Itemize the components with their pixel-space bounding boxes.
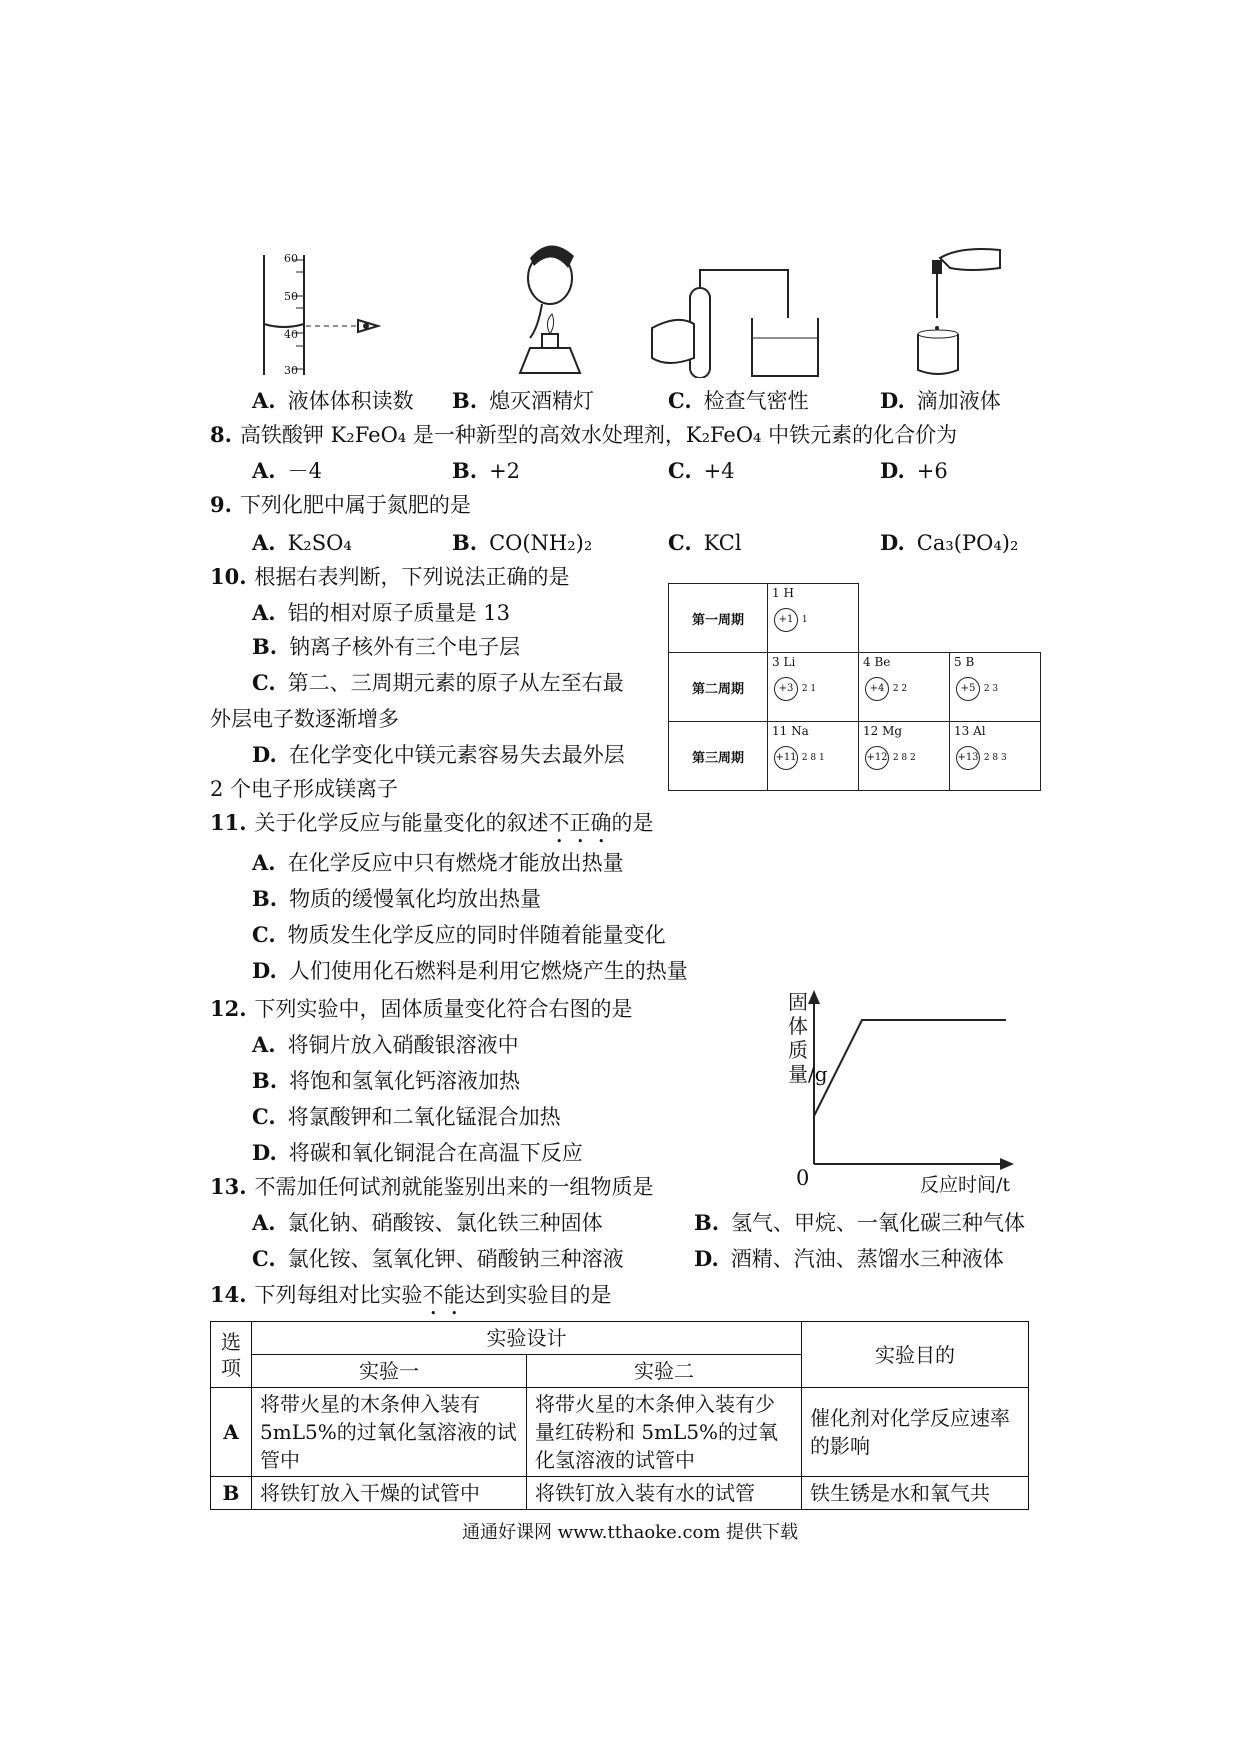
element-h-num: 1	[772, 586, 780, 600]
q12-b-letter: B.	[252, 1068, 278, 1093]
element-be-num: 4	[863, 655, 871, 669]
q9-option-b	[452, 528, 592, 558]
graph-y-label: 固体质量/g	[788, 990, 828, 1086]
q7-option-c-letter: C.	[668, 388, 692, 413]
element-li-sym: Li	[783, 655, 796, 669]
q13-a-letter: A.	[252, 1210, 276, 1235]
q14-stem	[210, 1280, 612, 1320]
q12-b-text: 将饱和氢氧化钙溶液加热	[289, 1069, 521, 1093]
header-purpose: 实验目的	[802, 1322, 1029, 1388]
q9-c-text: KCl	[703, 531, 742, 555]
tick-50: 50	[284, 290, 298, 303]
element-b	[950, 653, 1041, 722]
element-li-shells: 2 1	[801, 684, 817, 694]
q8-a-letter: A.	[252, 458, 276, 483]
q10-a-letter: A.	[252, 600, 276, 625]
q13-d-text: 酒精、汽油、蒸馏水三种液体	[730, 1247, 1004, 1271]
q13-b-text: 氢气、甲烷、一氧化碳三种气体	[731, 1211, 1026, 1235]
row-b-exp2: 将铁钉放入装有水的试管	[527, 1477, 802, 1510]
element-na-shells: 2 8 1	[801, 753, 825, 763]
element-al-sym: Al	[973, 724, 986, 738]
tick-40: 40	[284, 328, 298, 341]
tick-30: 30	[284, 364, 298, 377]
q7-option-b-letter: B.	[452, 388, 478, 413]
q13-option-b	[694, 1208, 1025, 1238]
q11-d-letter: D.	[252, 958, 277, 983]
q7-option-d	[880, 386, 1001, 416]
q11-option-d	[252, 956, 688, 986]
q9-number: 9.	[210, 492, 232, 517]
row-a-exp2: 将带火星的木条伸入装有少量红砖粉和 5mL5%的过氧化氢溶液的试管中	[527, 1388, 802, 1477]
q10-a-text: 铝的相对原子质量是 13	[287, 601, 511, 625]
element-h	[768, 584, 859, 653]
q8-c-letter: C.	[668, 458, 692, 483]
q8-b-letter: B.	[452, 458, 478, 483]
q7-option-b-text: 熄灭酒精灯	[489, 389, 595, 413]
q13-number: 13.	[210, 1174, 247, 1199]
q11-stem	[210, 808, 654, 848]
q13-c-text: 氯化铵、氢氧化钾、硝酸钠三种溶液	[287, 1247, 624, 1271]
q10-option-d-cont: 2 个电子形成镁离子	[210, 777, 399, 801]
airtightness-figure	[648, 258, 828, 378]
q11-number: 11.	[210, 810, 247, 835]
q7-option-a	[252, 386, 414, 416]
period-2-label: 第二周期	[669, 653, 768, 722]
q8-b-text: +2	[489, 459, 521, 483]
element-be	[859, 653, 950, 722]
element-na-sym: Na	[791, 724, 809, 738]
q8-d-letter: D.	[880, 458, 905, 483]
alcohol-lamp-figure	[490, 238, 610, 378]
q13-text: 不需加任何试剂就能鉴别出来的一组物质是	[254, 1175, 654, 1199]
q14-text-after: 达到实验目的是	[464, 1283, 612, 1307]
table-row	[211, 1477, 1029, 1510]
q11-c-text: 物质发生化学反应的同时伴随着能量变化	[287, 923, 666, 947]
period-3-label: 第三周期	[669, 722, 768, 791]
element-mg-num: 12	[863, 724, 879, 738]
q13-option-a	[252, 1208, 603, 1238]
experiment-table	[210, 1321, 1029, 1510]
q11-option-c	[252, 920, 666, 950]
tick-60: 60	[284, 252, 298, 265]
period-1-label: 第一周期	[669, 584, 768, 653]
q8-number: 8.	[210, 422, 232, 447]
q11-c-letter: C.	[252, 922, 276, 947]
q14-number: 14.	[210, 1282, 247, 1307]
row-a-purpose: 催化剂对化学反应速率的影响	[802, 1388, 1029, 1477]
row-b-purpose: 铁生锈是水和氧气共	[802, 1477, 1029, 1510]
q10-text: 根据右表判断，下列说法正确的是	[254, 565, 570, 589]
element-al-nucleus: +13	[956, 746, 980, 770]
q9-option-c	[668, 528, 742, 558]
row-a-exp1: 将带火星的木条伸入装有 5mL5%的过氧化氢溶液的试管中	[252, 1388, 527, 1477]
q10-d-letter: D.	[252, 742, 277, 767]
q10-option-b	[252, 632, 520, 662]
graduated-cylinder-figure	[258, 250, 398, 380]
q13-option-d	[694, 1244, 1004, 1274]
element-b-shells: 2 3	[983, 684, 999, 694]
q10-option-a	[252, 598, 510, 628]
element-b-sym: B	[965, 655, 975, 669]
element-mg	[859, 722, 950, 791]
q7-option-b	[452, 386, 594, 416]
element-h-nucleus: +1	[774, 608, 798, 632]
q12-a-text: 将铜片放入硝酸银溶液中	[287, 1033, 519, 1057]
q10-b-text: 钠离子核外有三个电子层	[289, 635, 521, 659]
header-option: 选项	[211, 1322, 252, 1388]
q9-option-d	[880, 528, 1018, 558]
element-mg-shells: 2 8 2	[892, 753, 916, 763]
element-li-num: 3	[772, 655, 780, 669]
q12-option-d	[252, 1138, 583, 1168]
q9-b-letter: B.	[452, 530, 478, 555]
q8-stem	[210, 420, 957, 450]
q9-text: 下列化肥中属于氮肥的是	[239, 493, 471, 517]
dropper-figure	[910, 238, 1010, 378]
q8-option-a	[252, 456, 322, 486]
element-na-nucleus: +11	[774, 746, 798, 770]
q13-b-letter: B.	[694, 1210, 720, 1235]
q8-a-text: －4	[287, 459, 322, 483]
element-b-num: 5	[954, 655, 962, 669]
element-li	[768, 653, 859, 722]
element-li-nucleus: +3	[774, 677, 798, 701]
element-be-sym: Be	[874, 655, 891, 669]
q11-text-after: 的是	[611, 811, 654, 835]
periodic-table	[668, 583, 1041, 791]
q9-d-letter: D.	[880, 530, 905, 555]
q11-b-text: 物质的缓慢氧化均放出热量	[289, 887, 542, 911]
q11-option-a	[252, 848, 624, 878]
q12-stem	[210, 994, 633, 1024]
row-a-option: A	[211, 1388, 252, 1477]
element-na-num: 11	[772, 724, 788, 738]
header-exp2: 实验二	[527, 1355, 802, 1388]
q11-text-before: 关于化学反应与能量变化的叙述	[254, 811, 549, 835]
q9-a-text: K₂SO₄	[287, 531, 352, 555]
element-al	[950, 722, 1041, 791]
q9-d-text: Ca₃(PO₄)₂	[916, 531, 1019, 555]
q8-text: 高铁酸钾 K₂FeO₄ 是一种新型的高效水处理剂，K₂FeO₄ 中铁元素的化合价为	[239, 423, 958, 447]
q9-c-letter: C.	[668, 530, 692, 555]
q10-stem	[210, 562, 570, 592]
q8-d-text: +6	[916, 459, 948, 483]
q11-a-text: 在化学反应中只有燃烧才能放出热量	[287, 851, 624, 875]
mass-time-graph	[780, 988, 1020, 1188]
element-mg-nucleus: +12	[865, 746, 889, 770]
q13-a-text: 氯化钠、硝酸铵、氯化铁三种固体	[287, 1211, 603, 1235]
q13-stem	[210, 1172, 654, 1202]
q13-d-letter: D.	[694, 1246, 719, 1271]
mass-curve	[814, 1020, 1006, 1116]
q7-option-a-letter: A.	[252, 388, 276, 413]
q9-b-text: CO(NH₂)₂	[489, 531, 593, 555]
q10-b-letter: B.	[252, 634, 278, 659]
graph-x-label: 反应时间/t	[920, 1174, 1011, 1196]
element-h-sym: H	[783, 586, 794, 600]
q10-c-letter: C.	[252, 670, 276, 695]
footer-text: 通通好课网 www.tthaoke.com 提供下载	[462, 1522, 799, 1543]
q11-option-b	[252, 884, 541, 914]
q8-option-c	[668, 456, 735, 486]
element-h-shells: 1	[801, 615, 808, 625]
q12-option-a	[252, 1030, 519, 1060]
q8-option-d	[880, 456, 948, 486]
element-na	[768, 722, 859, 791]
q12-d-text: 将碳和氧化铜混合在高温下反应	[288, 1141, 583, 1165]
q10-option-c	[252, 668, 624, 698]
q10-number: 10.	[210, 564, 247, 589]
q9-option-a	[252, 528, 352, 558]
table-row	[211, 1388, 1029, 1477]
q12-text: 下列实验中，固体质量变化符合右图的是	[254, 997, 633, 1021]
q7-option-d-text: 滴加液体	[916, 389, 1001, 413]
q12-d-letter: D.	[252, 1140, 277, 1165]
q9-stem	[210, 490, 471, 520]
q12-c-text: 将氯酸钾和二氧化锰混合加热	[287, 1105, 561, 1129]
header-exp1: 实验一	[252, 1355, 527, 1388]
q10-d-text: 在化学变化中镁元素容易失去最外层	[288, 743, 625, 767]
element-mg-sym: Mg	[882, 724, 903, 738]
q11-b-letter: B.	[252, 886, 278, 911]
element-be-shells: 2 2	[892, 684, 908, 694]
q11-a-letter: A.	[252, 850, 276, 875]
q10-c-text: 第二、三周期元素的原子从左至右最	[287, 671, 624, 695]
q13-c-letter: C.	[252, 1246, 276, 1271]
q8-option-b	[452, 456, 520, 486]
q7-option-c	[668, 386, 809, 416]
q12-number: 12.	[210, 996, 247, 1021]
q8-c-text: +4	[703, 459, 735, 483]
q12-a-letter: A.	[252, 1032, 276, 1057]
q14-text-before: 下列每组对比实验	[254, 1283, 423, 1307]
q11-text-emphasis: 不正确	[548, 811, 612, 835]
q14-text-emphasis: 不能	[422, 1283, 465, 1307]
element-al-shells: 2 8 3	[983, 753, 1007, 763]
graph-origin: 0	[796, 1166, 810, 1190]
q11-d-text: 人们使用化石燃料是利用它燃烧产生的热量	[288, 959, 688, 983]
header-design: 实验设计	[252, 1322, 802, 1355]
q13-option-c	[252, 1244, 624, 1274]
q9-a-letter: A.	[252, 530, 276, 555]
q10-option-d	[252, 740, 625, 770]
q10-option-c-cont: 外层电子数逐渐增多	[210, 707, 399, 731]
q7-option-d-letter: D.	[880, 388, 905, 413]
row-b-exp1: 将铁钉放入干燥的试管中	[252, 1477, 527, 1510]
row-b-option: B	[211, 1477, 252, 1510]
element-al-num: 13	[954, 724, 970, 738]
q12-option-b	[252, 1066, 520, 1096]
q12-c-letter: C.	[252, 1104, 276, 1129]
element-be-nucleus: +4	[865, 677, 889, 701]
q12-option-c	[252, 1102, 561, 1132]
q7-option-c-text: 检查气密性	[703, 389, 809, 413]
element-b-nucleus: +5	[956, 677, 980, 701]
q7-option-a-text: 液体体积读数	[287, 389, 414, 413]
